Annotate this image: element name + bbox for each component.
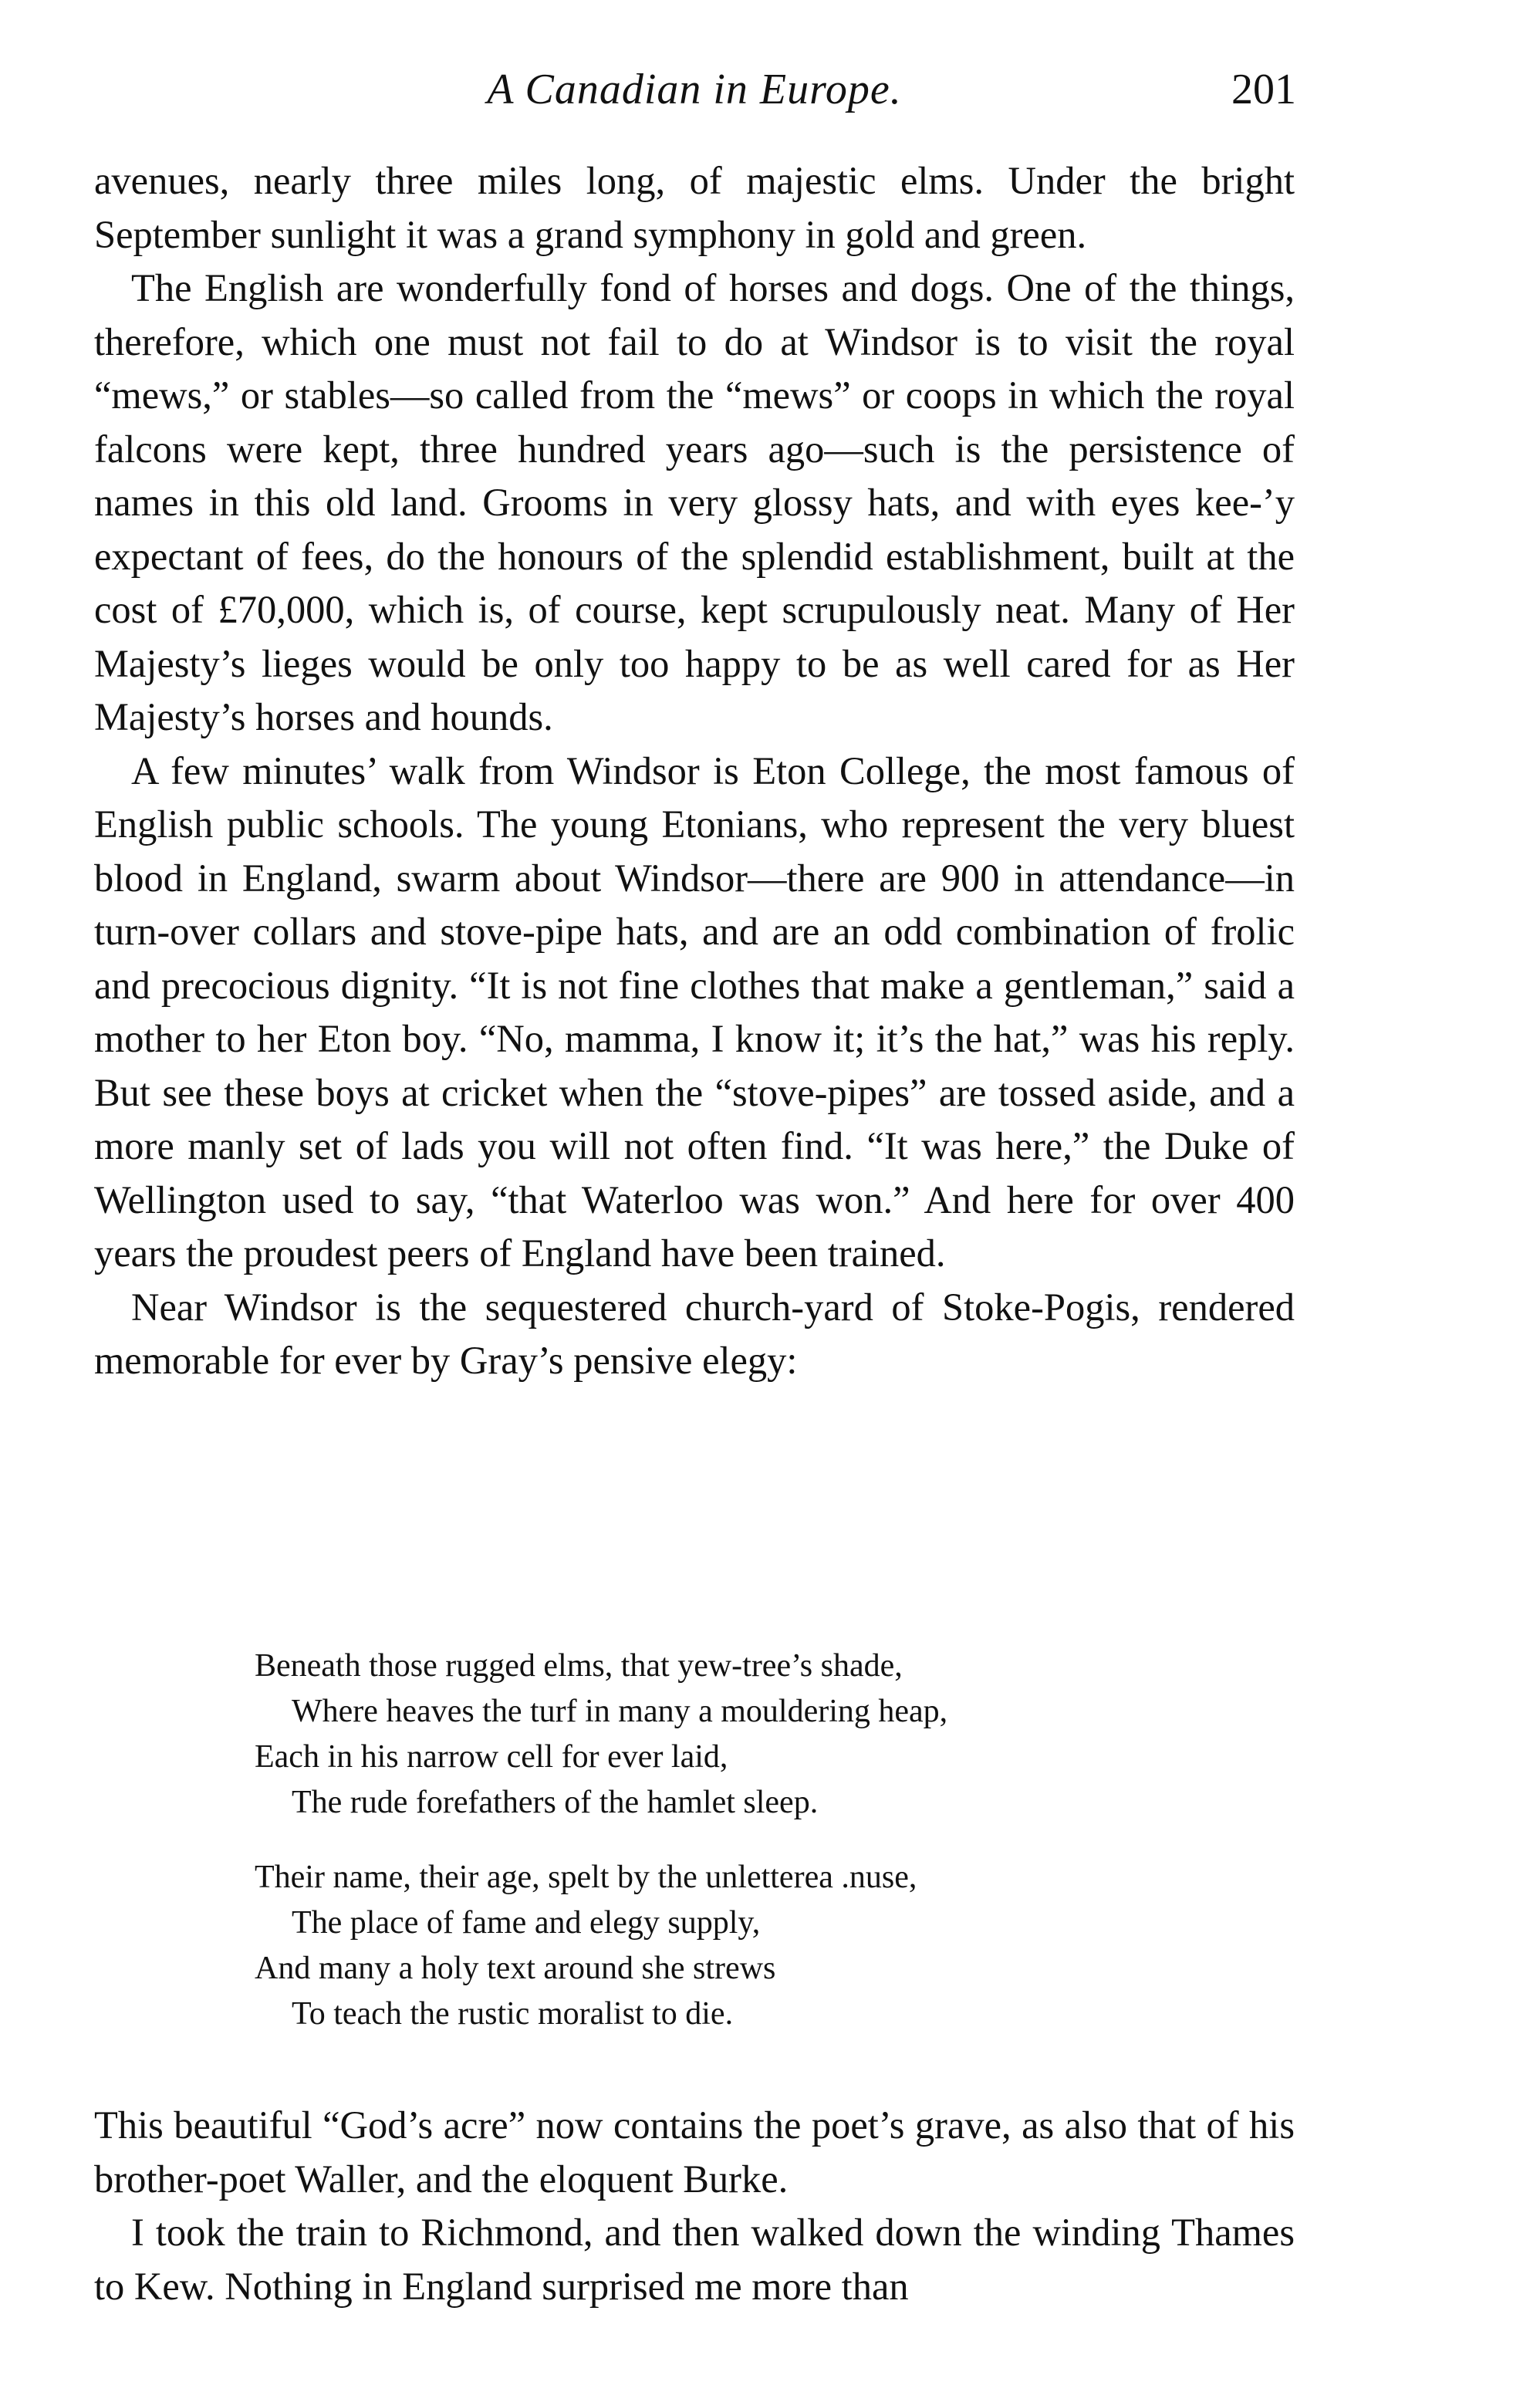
poem-line: The rude forefathers of the hamlet sleep.	[292, 1785, 819, 1820]
paragraph-gods-acre: This beautiful “God’s acre” now contains the poet’s grave, as also that of his brother-poet Waller, and the eloquent Burke.	[94, 2103, 1295, 2201]
body-text-before-poem	[94, 154, 1295, 1388]
elegy-quotation	[255, 1644, 1258, 2066]
paragraph-continuation: avenues, nearly three miles long, of majestic elms. Under the bright September sunlight it was a grand symphony in gold and green.	[94, 159, 1295, 256]
poem-line: Each in his narrow cell for ever laid,	[255, 1739, 728, 1775]
poem-line: Beneath those rugged elms, that yew-tree’s shade,	[255, 1648, 903, 1684]
poem-stanza-1	[255, 1644, 1258, 1826]
paragraph-stoke-pogis: Near Windsor is the sequestered church-yard of Stoke-Pogis, rendered memorable for ever by Gray’s pensive elegy:	[94, 1285, 1295, 1382]
running-title: A Canadian in Europe.	[487, 66, 902, 113]
page-header	[93, 65, 1296, 127]
paragraph-eton-college: A few minutes’ walk from Windsor is Eton College, the most famous of English public schools. The young Etonians, who represent the very bluest blood in England, swarm about Windsor—there are 900 in attendance—in turn-over collars and stove-pipe hats, and are an odd combination of frolic and precocious dignity. “It is not fine clothes that make a gentleman,” said a mother to her Eton boy. “No, mamma, I know it; it’s the hat,” was his reply. But see these boys at cricket when the “stove-pipes” are tossed aside, and a more manly set of lads you will not often find. “It was here,” the Duke of Wellington used to say, “that Waterloo was won.” And here for over 400 years the proudest peers of England have been trained.	[94, 748, 1295, 1275]
body-text-after-poem	[94, 2099, 1295, 2313]
poem-line: The place of fame and elegy supply,	[292, 1905, 761, 1941]
page-number: 201	[1231, 66, 1296, 113]
poem-line: Their name, their age, spelt by the unletterea .nuse,	[255, 1860, 917, 1895]
poem-stanza-2	[255, 1855, 1258, 2037]
poem-line: Where heaves the turf in many a mouldering heap,	[292, 1694, 948, 1729]
poem-line: And many a holy text around she strews	[255, 1951, 776, 1986]
poem-line: To teach the rustic moralist to die.	[292, 1996, 734, 2032]
paragraph-richmond-kew: I took the train to Richmond, and then walked down the winding Thames to Kew. Nothing in England surprised me more than	[94, 2211, 1295, 2308]
paragraph-royal-mews: The English are wonderfully fond of horses and dogs. One of the things, therefore, which one must not fail to do at Windsor is to visit the royal “mews,” or stables—so called from the “mews” or coops in which the royal falcons were kept, three hundred years ago—such is the persistence of names in this old land. Grooms in very glossy hats, and with eyes kee-’y expectant of fees, do the honours of the splendid establishment, built at the cost of £70,000, which is, of course, kept scrupulously neat. Many of Her Majesty’s lieges would be only too happy to be as well cared for as Her Majesty’s horses and hounds.	[94, 266, 1295, 738]
